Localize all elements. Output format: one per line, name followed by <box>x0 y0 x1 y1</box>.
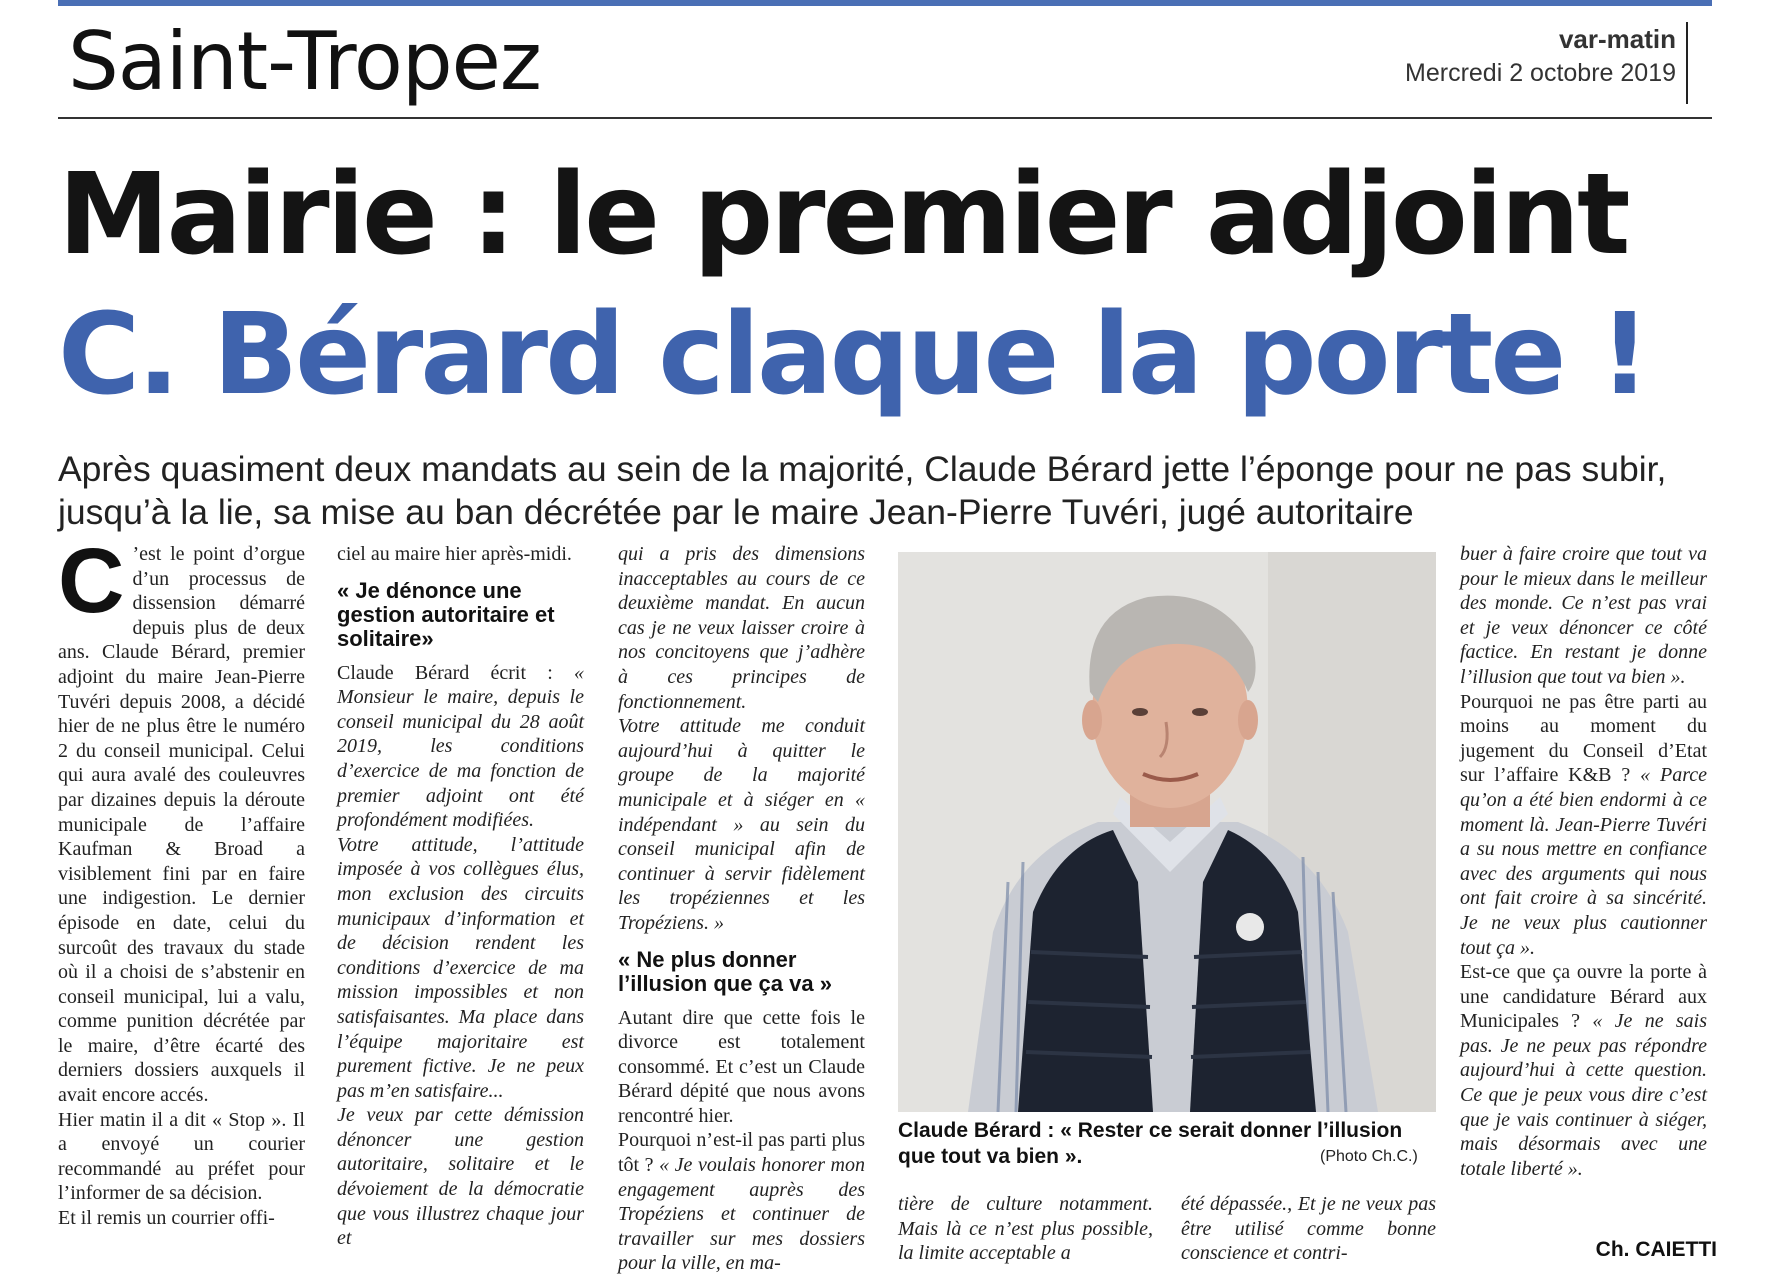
portrait-photo <box>898 552 1436 1112</box>
section-title: Saint-Tropez <box>68 15 541 108</box>
paragraph-text: ’est le point d’orgue d’un processus de dissension démarré depuis plus de deux ans. Claude Bérard, premier adjoint du maire Jean-Pierre Tuvéri depuis 2008, a décidé hier de ne plus être le numéro 2 du conseil municipal. Celui qui aura avalé des couleuvres par dizaines depuis la déroute municipale de l’affaire Kaufman & Broad a visiblement fini par en faire une indigestion. Le dernier épisode en date, celui du surcoût des travaux du stade où il a choisi de s’abstenir en conseil municipal, lui a valu, comme punition décrétée par le maire, d’être écarté des derniers dossiers auxquels il avait encore accés. <box>58 543 305 1107</box>
subheading: « Ne plus donner l’illusion que ça va » <box>618 946 832 996</box>
quote-text: « Monsieur le maire, depuis le conseil municipal du 28 août 2019, les conditions d’exercice de ma fonction de premier adjoint ont été profondément modifiées. <box>337 661 584 832</box>
paragraph-lead: Pourquoi ne pas être parti au moins au moment du jugement du Conseil d’Etat sur l’affaire K&B ? <box>1460 690 1707 787</box>
subheading: « Je dénonce une gestion autoritaire et solitaire» <box>337 577 555 651</box>
header-rule <box>58 117 1712 119</box>
paragraph <box>1460 960 1707 1181</box>
paragraph <box>1460 690 1707 961</box>
paragraph: Autant dire que cette fois le divorce est totalement consommé. Et c’est un Claude Bérard dépité que nous avons rencontré hier. <box>618 1006 865 1127</box>
quote-paragraph: buer à faire croire que tout va pour le mieux dans le meilleur des monde. Ce n’est pas vrai et je veux dénoncer ce côté factice. En restant je donne l’illusion que tout va bien ». <box>1460 543 1707 688</box>
author-signature: Ch. CAIETTI <box>1595 1238 1717 1261</box>
portrait-illustration <box>898 552 1436 1112</box>
newspaper-name: var-matin <box>1558 24 1676 54</box>
quote-paragraph: Votre attitude me conduit aujourd’hui à quitter le groupe de la majorité municipale et à siéger en « indépendant » au sein du conseil municipal afin de continuer à servir fidèlement les tropéziennes et les Tropéziens. » <box>618 715 865 934</box>
paragraph: ciel au maire hier après-midi. <box>337 543 572 565</box>
standfirst: Après quasiment deux mandats au sein de la majorité, Claude Bérard jette l’éponge pour ne pas subir, jusqu’à la lie, sa mise au ban décrétée par le maire Jean-Pierre Tuvéri, jugé autoritaire <box>58 449 1667 532</box>
paragraph <box>58 530 305 1108</box>
paragraph-lead: Claude Bérard écrit : <box>337 661 574 684</box>
article-column-1 <box>58 530 305 1231</box>
quote-paragraph: qui a pris des dimensions inacceptables au cours de ce deuxième mandat. En aucun cas je ne veux laisser croire à nos concitoyens que j’adhère à ces principes de fonctionnement. <box>618 543 865 713</box>
column-4-left <box>898 1192 1153 1266</box>
top-accent-rule <box>58 0 1712 6</box>
publication-date: Mercredi 2 octobre 2019 <box>1405 59 1676 87</box>
masthead-box <box>1405 22 1688 104</box>
quote-text: « Je voulais honorer mon engagement auprès des Tropéziens et continuer de travailler sur mes dossiers pour la ville, en ma- <box>618 1154 865 1275</box>
column-4-right <box>1181 1192 1436 1266</box>
article-column-2 <box>337 542 584 1251</box>
quote-paragraph: tière de culture notamment. Mais là ce n’est plus possible, la limite acceptable a <box>898 1193 1153 1265</box>
paragraph-lead: Est-ce que ça ouvre la porte à une candidature Bérard aux Municipales ? <box>1460 961 1707 1033</box>
paragraph: Et il remis un courrier offi- <box>58 1207 275 1230</box>
photo-credit: (Photo Ch.C.) <box>1320 1148 1418 1165</box>
quote-paragraph: Votre attitude, l’attitude imposée à vos collègues élus, mon exclusion des circuits municipaux d’information et de décision rendent les conditions d’exercice de ma mission impossibles et non satisfaisantes. Ma place dans l’équipe majoritaire est purement fictive. Je ne peux pas m’en satisfaire... <box>337 833 584 1102</box>
quote-text: « Je ne sais pas. Je ne peux pas répondre aujourd’hui à cette question. Ce que je peux vous dire c’est que je vais continuer à siéger, mais désormais avec une totale liberté ». <box>1460 1010 1707 1180</box>
headline-line-1: Mairie : le premier adjoint <box>58 150 1628 280</box>
photo-caption: Claude Bérard : « Rester ce serait donner l’illusion que tout va bien ». <box>898 1119 1403 1168</box>
paragraph <box>337 661 584 833</box>
quote-paragraph: été dépassée., Et je ne veux pas être utilisé comme bonne conscience et contri- <box>1181 1193 1436 1265</box>
paragraph-lead: Pourquoi n’est-il pas parti plus tôt ? <box>618 1129 865 1177</box>
quote-paragraph: Je veux par cette démission dénoncer une gestion autoritaire, solitaire et le dévoiement de la démocratie que vous illustrez chaque jour et <box>337 1104 584 1250</box>
paragraph <box>618 1128 865 1276</box>
article-column-4 <box>898 1192 1436 1266</box>
quote-text: « Parce qu’on a été bien endormi à ce moment là. Jean-Pierre Tuvéri a su nous mettre en confiance avec des arguments qui nous ont fait croire à sa sincérité. Je ne veux plus cautionner tout ça ». <box>1460 764 1707 959</box>
paragraph: Hier matin il a dit « Stop ». Il a envoyé un courier recommandé au préfet pour l’informer de sa décision. <box>58 1108 305 1205</box>
drop-cap: C <box>58 530 125 632</box>
article-column-5 <box>1460 542 1707 1181</box>
headline-line-2: C. Bérard claque la porte ! <box>58 290 1648 420</box>
article-column-3 <box>618 542 865 1276</box>
